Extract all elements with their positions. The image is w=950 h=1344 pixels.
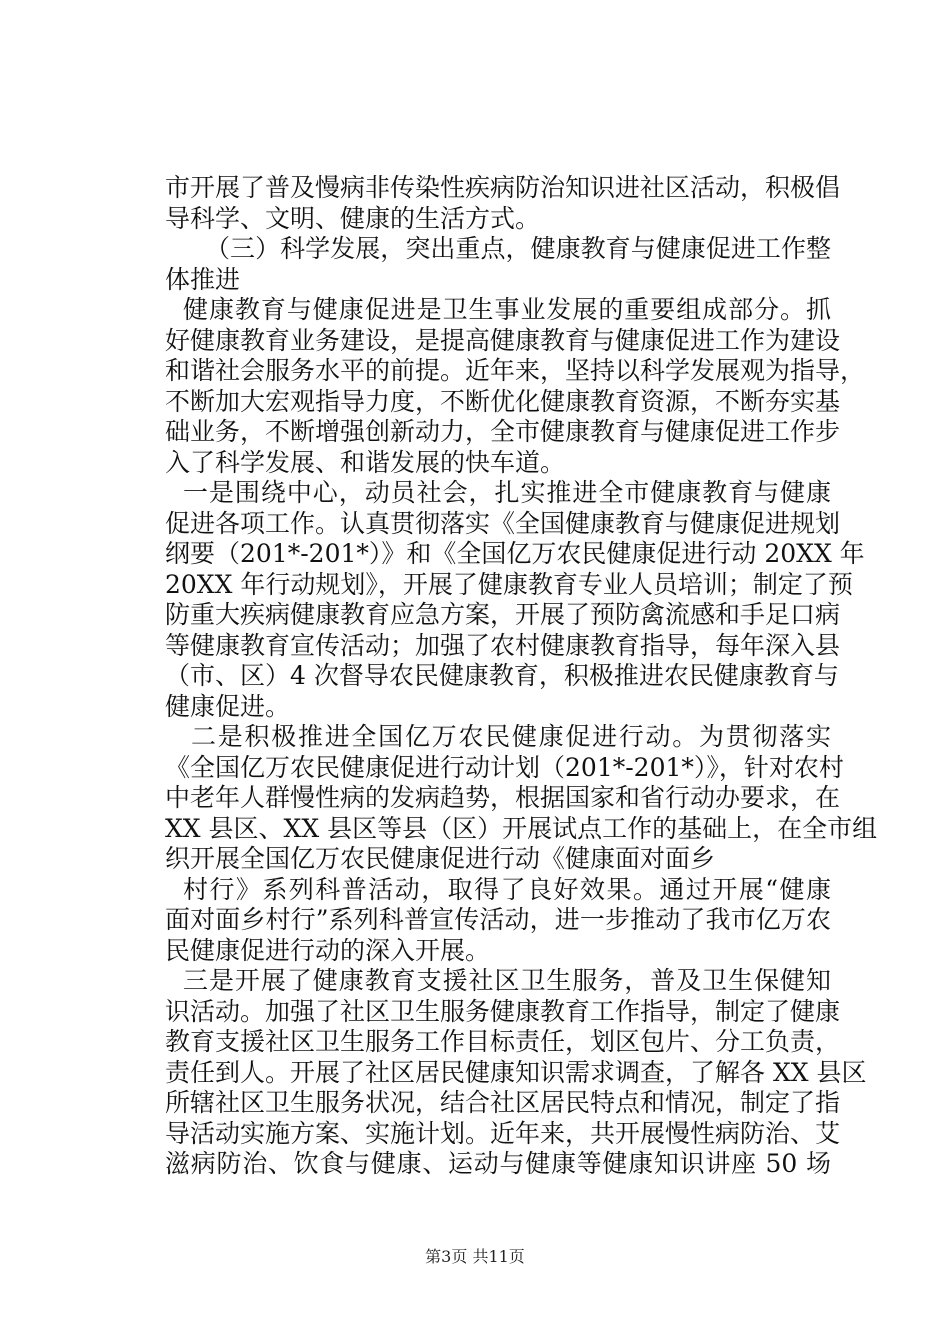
text-line: 一是围绕中心，动员社会，扎实推进全市健康教育与健康 [183,478,831,507]
text-line: 导活动实施方案、实施计划。近年来，共开展慢性病防治、艾 [165,1118,841,1148]
text-line: 健康促进。 [165,691,291,721]
text-line: 础业务，不断增强创新动力，全市健康教育与健康促进工作步 [165,417,841,446]
text-line: 纲要（201*-201*）》和《全国亿万农民健康促进行动 20XX 年 [165,539,865,568]
section-heading-line: 体推进 [165,264,241,294]
text-line: 好健康教育业务建设，是提高健康教育与健康促进工作为建设 [165,325,841,355]
text-line: 村行》系列科普活动，取得了良好效果。通过开展“健康 [183,874,831,904]
text-line: 二是积极推进全国亿万农民健康促进行动。为贯彻落实 [191,722,831,751]
page-number-footer: 第3页 共11页 [425,1247,525,1266]
text-line: 20XX 年行动规划》，开展了健康教育专业人员培训；制定了预 [165,569,853,599]
text-line: XX 县区、XX 县区等县（区）开展试点工作的基础上，在全市组 [165,813,878,843]
text-line: 和谐社会服务水平的前提。近年来，坚持以科学发展观为指导， [165,356,866,385]
text-line: （市、区）4 次督导农民健康教育，积极推进农民健康教育与 [165,661,839,690]
text-line: 等健康教育宣传活动；加强了农村健康教育指导，每年深入县 [165,630,841,660]
text-line: 健康教育与健康促进是卫生事业发展的重要组成部分。抓 [183,295,831,324]
text-line: 防重大疾病健康教育应急方案，开展了预防禽流感和手足口病 [165,600,841,629]
text-line: 所辖社区卫生服务状况，结合社区居民特点和情况，制定了指 [165,1088,841,1117]
text-line: 《全国亿万农民健康促进行动计划（201*-201*）》，针对农村 [165,752,844,782]
text-line: 责任到人。开展了社区居民健康知识需求调查，了解各 XX 县区 [165,1057,867,1087]
text-line: 中老年人群慢性病的发病趋势，根据国家和省行动办要求，在 [165,783,841,812]
text-line: 识活动。加强了社区卫生服务健康教育工作指导，制定了健康 [165,996,841,1026]
section-heading-line: （三）科学发展，突出重点，健康教育与健康促进工作整 [205,234,831,263]
text-line: 促进各项工作。认真贯彻落实《全国健康教育与健康促进规划 [165,508,841,538]
text-line: 三是开展了健康教育支援社区卫生服务，普及卫生保健知 [183,966,831,995]
text-line: 市开展了普及慢病非传染性疾病防治知识进社区活动，积极倡 [165,173,841,202]
text-line: 导科学、文明、健康的生活方式。 [165,203,541,233]
document-body [165,173,878,1180]
text-line: 民健康促进行动的深入开展。 [165,935,491,965]
text-line: 面对面乡村行”系列科普宣传活动，进一步推动了我市亿万农 [165,905,831,934]
text-line: 不断加大宏观指导力度，不断优化健康教育资源，不断夯实基 [165,386,841,416]
text-line: 教育支援社区卫生服务工作目标责任，划区包片、分工负责， [165,1027,841,1056]
text-line: 织开展全国亿万农民健康促进行动《健康面对面乡 [165,844,716,873]
text-line: 入了科学发展、和谐发展的快车道。 [165,447,566,477]
text-line: 滋病防治、饮食与健康、运动与健康等健康知识讲座 50 场 [165,1149,831,1178]
